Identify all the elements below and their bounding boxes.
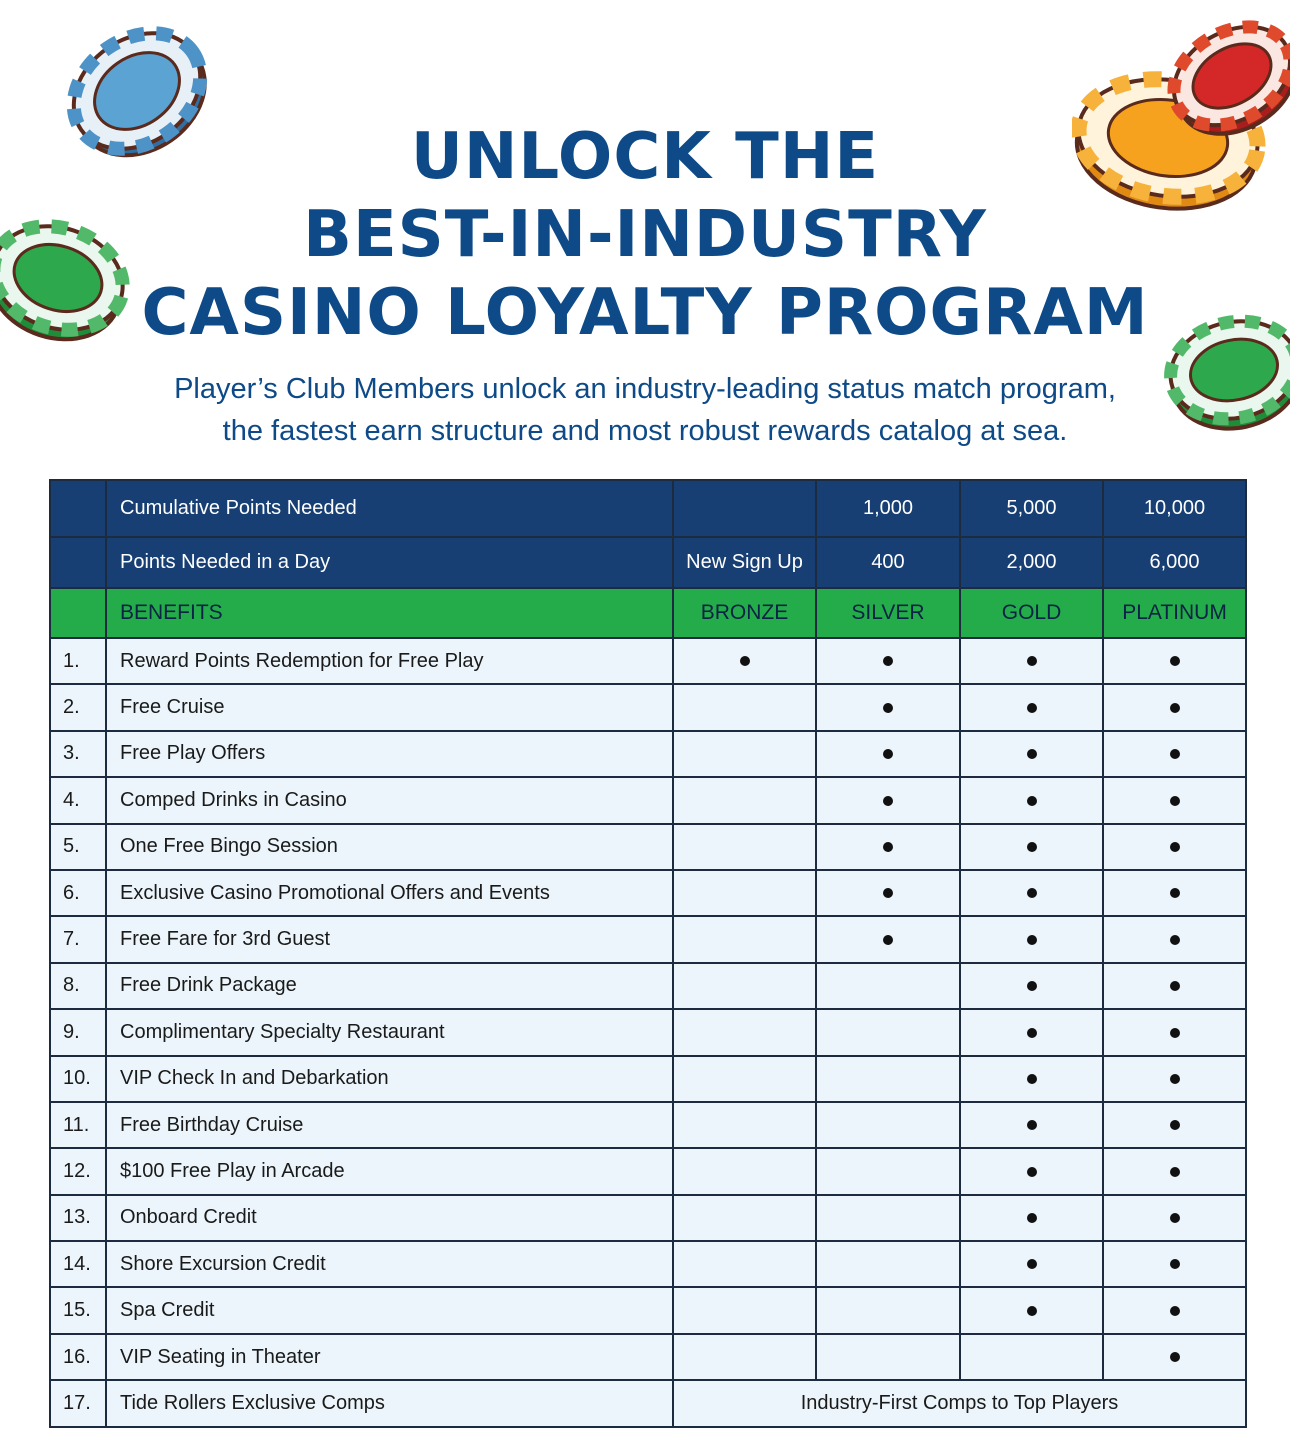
daily-points-row: [50, 537, 1246, 588]
benefit-name: Complimentary Specialty Restaurant: [106, 1009, 673, 1055]
row-number: 1.: [50, 638, 106, 684]
included-dot-icon: [740, 656, 750, 666]
row-number: 13.: [50, 1195, 106, 1241]
title-line-3: CASINO LOYALTY PROGRAM: [141, 276, 1149, 350]
row-number: 9.: [50, 1009, 106, 1055]
table-row: [50, 1056, 1246, 1102]
cell-gold: [960, 870, 1103, 916]
comps-note: Industry-First Comps to Top Players: [673, 1380, 1246, 1426]
cell-gold: [960, 824, 1103, 870]
cell-bronze: [673, 684, 816, 730]
included-dot-icon: [1027, 703, 1037, 713]
benefit-name: Shore Excursion Credit: [106, 1241, 673, 1287]
table-row: [50, 1241, 1246, 1287]
included-dot-icon: [1027, 656, 1037, 666]
included-dot-icon: [1170, 1306, 1180, 1316]
included-dot-icon: [1170, 1213, 1180, 1223]
cell-gold: [960, 1056, 1103, 1102]
title-line-2: BEST-IN-INDUSTRY: [303, 198, 987, 272]
benefit-name: Free Birthday Cruise: [106, 1102, 673, 1148]
row-number: 5.: [50, 824, 106, 870]
row-number: 16.: [50, 1334, 106, 1380]
cell-bronze: [673, 1195, 816, 1241]
tier-bronze: BRONZE: [673, 588, 816, 638]
cell-platinum: [1103, 731, 1246, 777]
cell-gold: [960, 1148, 1103, 1194]
cell-silver: [816, 1056, 960, 1102]
included-dot-icon: [1170, 749, 1180, 759]
cell-bronze: [673, 916, 816, 962]
row-number: 14.: [50, 1241, 106, 1287]
included-dot-icon: [883, 935, 893, 945]
cell-silver: [816, 1334, 960, 1380]
page-title: [0, 118, 1290, 352]
row-number: 11.: [50, 1102, 106, 1148]
cell-gold: [960, 916, 1103, 962]
benefit-name: Onboard Credit: [106, 1195, 673, 1241]
included-dot-icon: [1170, 981, 1180, 991]
cell-silver: [816, 638, 960, 684]
cell-gold: [960, 731, 1103, 777]
header-blank-cell: [50, 537, 106, 588]
daily-gold: 2,000: [960, 537, 1103, 588]
benefit-name: Comped Drinks in Casino: [106, 777, 673, 823]
cell-silver: [816, 824, 960, 870]
benefit-name: VIP Seating in Theater: [106, 1334, 673, 1380]
cell-platinum: [1103, 916, 1246, 962]
included-dot-icon: [1170, 1259, 1180, 1269]
cell-platinum: [1103, 824, 1246, 870]
cell-bronze: [673, 777, 816, 823]
table-row: [50, 1102, 1246, 1148]
header-blank-cell: [50, 480, 106, 537]
table-row: [50, 963, 1246, 1009]
cell-platinum: [1103, 1102, 1246, 1148]
table-row: [50, 777, 1246, 823]
included-dot-icon: [1170, 1352, 1180, 1362]
cell-silver: [816, 963, 960, 1009]
subtitle: [0, 368, 1290, 452]
cell-silver: [816, 1241, 960, 1287]
included-dot-icon: [883, 703, 893, 713]
cell-platinum: [1103, 684, 1246, 730]
cell-bronze: [673, 1056, 816, 1102]
included-dot-icon: [1170, 1167, 1180, 1177]
cell-platinum: [1103, 777, 1246, 823]
included-dot-icon: [1027, 888, 1037, 898]
included-dot-icon: [1170, 842, 1180, 852]
cell-platinum: [1103, 1287, 1246, 1333]
cell-silver: [816, 1009, 960, 1055]
cell-gold: [960, 1009, 1103, 1055]
cell-platinum: [1103, 1334, 1246, 1380]
row-number: 7.: [50, 916, 106, 962]
tier-silver: SILVER: [816, 588, 960, 638]
included-dot-icon: [1027, 981, 1037, 991]
subtitle-line-2: the fastest earn structure and most robust rewards catalog at sea.: [222, 415, 1068, 447]
benefit-name: Free Fare for 3rd Guest: [106, 916, 673, 962]
cell-bronze: [673, 824, 816, 870]
cell-silver: [816, 916, 960, 962]
cumulative-gold: 5,000: [960, 480, 1103, 537]
subtitle-line-1: Player’s Club Members unlock an industry-leading status match program,: [174, 373, 1116, 405]
benefit-name: Tide Rollers Exclusive Comps: [106, 1380, 673, 1426]
cell-platinum: [1103, 963, 1246, 1009]
cell-bronze: [673, 1148, 816, 1194]
cell-silver: [816, 777, 960, 823]
benefits-table: [49, 479, 1247, 1428]
daily-platinum: 6,000: [1103, 537, 1246, 588]
cell-gold: [960, 1102, 1103, 1148]
included-dot-icon: [883, 888, 893, 898]
included-dot-icon: [883, 842, 893, 852]
table-row: [50, 1148, 1246, 1194]
table-row: [50, 1195, 1246, 1241]
benefits-label: BENEFITS: [106, 588, 673, 638]
daily-bronze: New Sign Up: [673, 537, 816, 588]
included-dot-icon: [1027, 1213, 1037, 1223]
cell-gold: [960, 638, 1103, 684]
row-number: 17.: [50, 1380, 106, 1426]
included-dot-icon: [1170, 935, 1180, 945]
cell-gold: [960, 684, 1103, 730]
benefit-name: Exclusive Casino Promotional Offers and Events: [106, 870, 673, 916]
cell-gold: [960, 777, 1103, 823]
included-dot-icon: [1027, 749, 1037, 759]
table-row: [50, 824, 1246, 870]
table-row: [50, 1009, 1246, 1055]
cell-gold: [960, 1195, 1103, 1241]
included-dot-icon: [1027, 1167, 1037, 1177]
cell-bronze: [673, 1009, 816, 1055]
daily-silver: 400: [816, 537, 960, 588]
cell-gold: [960, 963, 1103, 1009]
cell-platinum: [1103, 1056, 1246, 1102]
table-row: [50, 1287, 1246, 1333]
benefit-name: VIP Check In and Debarkation: [106, 1056, 673, 1102]
row-number: 15.: [50, 1287, 106, 1333]
cell-gold: [960, 1241, 1103, 1287]
cell-silver: [816, 1287, 960, 1333]
benefit-name: Reward Points Redemption for Free Play: [106, 638, 673, 684]
cell-bronze: [673, 963, 816, 1009]
cumulative-bronze: [673, 480, 816, 537]
included-dot-icon: [1027, 842, 1037, 852]
cell-silver: [816, 731, 960, 777]
included-dot-icon: [883, 656, 893, 666]
row-number: 8.: [50, 963, 106, 1009]
cell-platinum: [1103, 1195, 1246, 1241]
included-dot-icon: [1170, 1028, 1180, 1038]
table-row: [50, 638, 1246, 684]
table-row: [50, 1334, 1246, 1380]
included-dot-icon: [1170, 888, 1180, 898]
cell-bronze: [673, 1334, 816, 1380]
cell-bronze: [673, 1102, 816, 1148]
included-dot-icon: [1027, 1259, 1037, 1269]
cell-platinum: [1103, 1241, 1246, 1287]
cell-silver: [816, 1102, 960, 1148]
cumulative-silver: 1,000: [816, 480, 960, 537]
table-row: [50, 870, 1246, 916]
header-blank-cell: [50, 588, 106, 638]
cell-bronze: [673, 731, 816, 777]
cell-platinum: [1103, 638, 1246, 684]
benefit-name: Spa Credit: [106, 1287, 673, 1333]
table-row: [50, 731, 1246, 777]
row-number: 2.: [50, 684, 106, 730]
tier-platinum: PLATINUM: [1103, 588, 1246, 638]
included-dot-icon: [1027, 1306, 1037, 1316]
table-row: [50, 916, 1246, 962]
cumulative-points-row: [50, 480, 1246, 537]
benefit-name: $100 Free Play in Arcade: [106, 1148, 673, 1194]
cell-platinum: [1103, 1148, 1246, 1194]
row-number: 12.: [50, 1148, 106, 1194]
cell-bronze: [673, 1287, 816, 1333]
included-dot-icon: [1027, 935, 1037, 945]
benefit-name: One Free Bingo Session: [106, 824, 673, 870]
cell-silver: [816, 870, 960, 916]
cell-bronze: [673, 870, 816, 916]
cell-platinum: [1103, 1009, 1246, 1055]
table-row: [50, 1380, 1246, 1426]
cell-silver: [816, 1148, 960, 1194]
included-dot-icon: [883, 796, 893, 806]
included-dot-icon: [1170, 1074, 1180, 1084]
table-row: [50, 684, 1246, 730]
cumulative-points-label: Cumulative Points Needed: [106, 480, 673, 537]
included-dot-icon: [1027, 1028, 1037, 1038]
row-number: 10.: [50, 1056, 106, 1102]
row-number: 3.: [50, 731, 106, 777]
cell-gold: [960, 1334, 1103, 1380]
included-dot-icon: [1170, 1120, 1180, 1130]
included-dot-icon: [1170, 703, 1180, 713]
included-dot-icon: [1170, 656, 1180, 666]
included-dot-icon: [883, 749, 893, 759]
cell-bronze: [673, 1241, 816, 1287]
daily-points-label: Points Needed in a Day: [106, 537, 673, 588]
tier-gold: GOLD: [960, 588, 1103, 638]
benefit-name: Free Cruise: [106, 684, 673, 730]
benefits-header-row: [50, 588, 1246, 638]
cell-bronze: [673, 638, 816, 684]
cell-gold: [960, 1287, 1103, 1333]
benefit-name: Free Play Offers: [106, 731, 673, 777]
included-dot-icon: [1027, 1074, 1037, 1084]
row-number: 4.: [50, 777, 106, 823]
benefit-name: Free Drink Package: [106, 963, 673, 1009]
cell-silver: [816, 684, 960, 730]
cumulative-platinum: 10,000: [1103, 480, 1246, 537]
cell-platinum: [1103, 870, 1246, 916]
included-dot-icon: [1170, 796, 1180, 806]
row-number: 6.: [50, 870, 106, 916]
included-dot-icon: [1027, 796, 1037, 806]
cell-silver: [816, 1195, 960, 1241]
included-dot-icon: [1027, 1120, 1037, 1130]
title-line-1: UNLOCK THE: [410, 120, 880, 194]
